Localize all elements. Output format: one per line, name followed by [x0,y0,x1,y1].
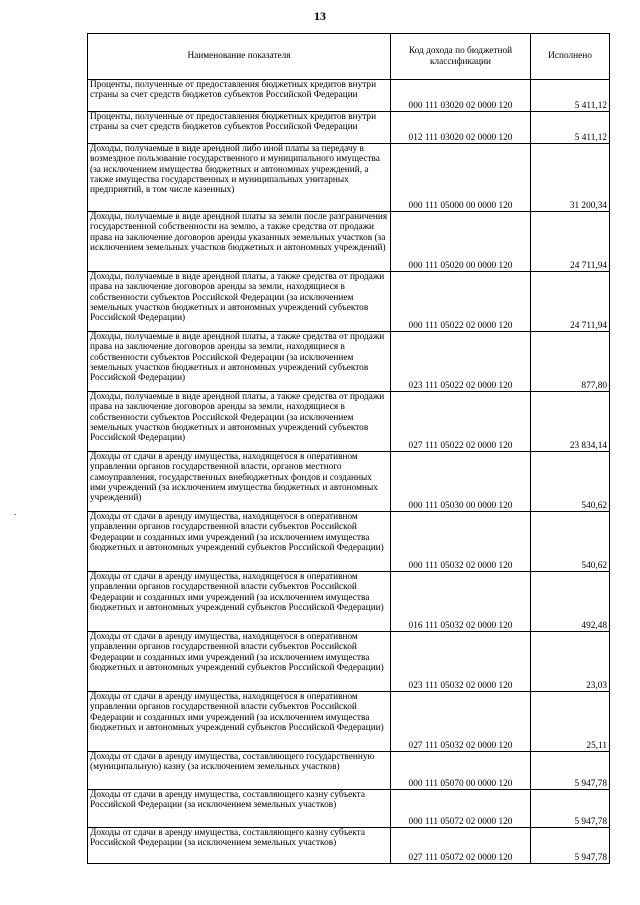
row-indicator-name: Доходы от сдачи в аренду имущества, находящегося в оперативном управлении органов государственной власти субъектов Российской Федерации и созданных ими учреждений (за исключением имущества бюджетных и автономных учреждений субъектов Российской Федерации) [88,572,391,632]
row-indicator-name: Доходы от сдачи в аренду имущества, находящегося в оперативном управлении органов государственной власти, органов местного самоуправления, государственных внебюджетных фондов и созданных ими учреждений (за исключением имущества бюджетных и автономных учреждений) [88,452,391,512]
table-row [88,572,610,632]
row-indicator-name: Доходы, получаемые в виде арендной платы, а также средства от продажи права на заключение договоров аренды за земли, находящиеся в собственности субъектов Российской Федерации (за исключением земельных участков бюджетных и автономных учреждений субъектов Российской Федерации) [88,392,391,452]
row-budget-code: 027 111 05032 02 0000 120 [391,692,531,752]
row-indicator-name: Доходы, получаемые в виде арендной платы за земли после разграничения государственной собственности на землю, а также средства от продажи права на заключение договоров аренды указанных земельных участков (за исключением земельных участков бюджетных и автономных учреждений) [88,212,391,272]
row-executed-amount: 5 947,78 [531,752,610,790]
row-executed-amount: 24 711,94 [531,272,610,332]
row-budget-code: 016 111 05032 02 0000 120 [391,572,531,632]
row-indicator-name: Доходы от сдачи в аренду имущества, находящегося в оперативном управлении органов государственной власти субъектов Российской Федерации и созданных ими учреждений (за исключением имущества бюджетных и автономных учреждений субъектов Российской Федерации) [88,692,391,752]
table-row [88,452,610,512]
table-header-row [88,34,610,80]
row-indicator-name: Проценты, полученные от предоставления бюджетных кредитов внутри страны за счет средств бюджетов субъектов Российской Федерации [88,80,391,112]
table-row [88,392,610,452]
row-executed-amount: 23 834,14 [531,392,610,452]
table-row [88,212,610,272]
row-executed-amount: 5 947,78 [531,790,610,828]
row-budget-code: 000 111 05022 02 0000 120 [391,272,531,332]
row-executed-amount: 5 947,78 [531,828,610,864]
table-row [88,112,610,144]
row-executed-amount: 540,62 [531,512,610,572]
row-executed-amount: 5 411,12 [531,112,610,144]
row-budget-code: 023 111 05022 02 0000 120 [391,332,531,392]
row-indicator-name: Доходы от сдачи в аренду имущества, составляющего казну субъекта Российской Федерации (за исключением земельных участков) [88,790,391,828]
row-indicator-name: Доходы, получаемые в виде арендной либо иной платы за передачу в возмездное пользование государственного и муниципального имущества (за исключением имущества бюджетных и автономных учреждений, а также имущества государственных и муниципальных унитарных предприятий, в том числе казенных) [88,144,391,212]
table-row [88,332,610,392]
row-indicator-name: Доходы от сдачи в аренду имущества, составляющего казну субъекта Российской Федерации (за исключением земельных участков) [88,828,391,864]
row-executed-amount: 540,62 [531,452,610,512]
row-executed-amount: 31 200,34 [531,144,610,212]
row-budget-code: 027 111 05022 02 0000 120 [391,392,531,452]
row-budget-code: 000 111 05030 00 0000 120 [391,452,531,512]
row-executed-amount: 24 711,94 [531,212,610,272]
row-budget-code: 000 111 05072 02 0000 120 [391,790,531,828]
row-indicator-name: Доходы от сдачи в аренду имущества, находящегося в оперативном управлении органов государственной власти субъектов Российской Федерации и созданных ими учреждений (за исключением имущества бюджетных и автономных учреждений субъектов Российской Федерации) [88,632,391,692]
table-row [88,512,610,572]
header-budget-code: Код дохода по бюджетной классификации [391,34,531,80]
row-budget-code: 000 111 05000 00 0000 120 [391,144,531,212]
row-executed-amount: 5 411,12 [531,80,610,112]
row-indicator-name: Доходы, получаемые в виде арендной платы, а также средства от продажи права на заключение договоров аренды за земли, находящиеся в собственности субъектов Российской Федерации (за исключением земельных участков бюджетных и автономных учреждений субъектов Российской Федерации) [88,332,391,392]
row-budget-code: 012 111 03020 02 0000 120 [391,112,531,144]
row-executed-amount: 23,03 [531,632,610,692]
table-row [88,144,610,212]
table-row [88,828,610,864]
row-budget-code: 027 111 05072 02 0000 120 [391,828,531,864]
header-indicator-name: Наименование показателя [88,34,391,80]
row-budget-code: 000 111 03020 02 0000 120 [391,80,531,112]
margin-mark: . [14,507,17,517]
table-row [88,752,610,790]
row-budget-code: 000 111 05020 00 0000 120 [391,212,531,272]
revenue-table [87,33,610,864]
row-executed-amount: 492,48 [531,572,610,632]
table-row [88,790,610,828]
table-row [88,272,610,332]
page-number: 13 [314,9,326,23]
row-executed-amount: 25,11 [531,692,610,752]
table-row [88,692,610,752]
row-executed-amount: 877,80 [531,332,610,392]
row-indicator-name: Доходы, получаемые в виде арендной платы, а также средства от продажи права на заключение договоров аренды за земли, находящиеся в собственности субъектов Российской Федерации (за исключением земельных участков бюджетных и автономных учреждений субъектов Российской Федерации) [88,272,391,332]
row-indicator-name: Доходы от сдачи в аренду имущества, находящегося в оперативном управлении органов государственной власти субъектов Российской Федерации и созданных ими учреждений (за исключением имущества бюджетных и автономных учреждений субъектов Российской Федерации) [88,512,391,572]
row-indicator-name: Доходы от сдачи в аренду имущества, составляющего государственную (муниципальную) казну (за исключением земельных участков) [88,752,391,790]
row-indicator-name: Проценты, полученные от предоставления бюджетных кредитов внутри страны за счет средств бюджетов субъектов Российской Федерации [88,112,391,144]
row-budget-code: 000 111 05032 02 0000 120 [391,512,531,572]
row-budget-code: 000 111 05070 00 0000 120 [391,752,531,790]
header-executed: Исполнено [531,34,610,80]
row-budget-code: 023 111 05032 02 0000 120 [391,632,531,692]
table-row [88,80,610,112]
table-row [88,632,610,692]
